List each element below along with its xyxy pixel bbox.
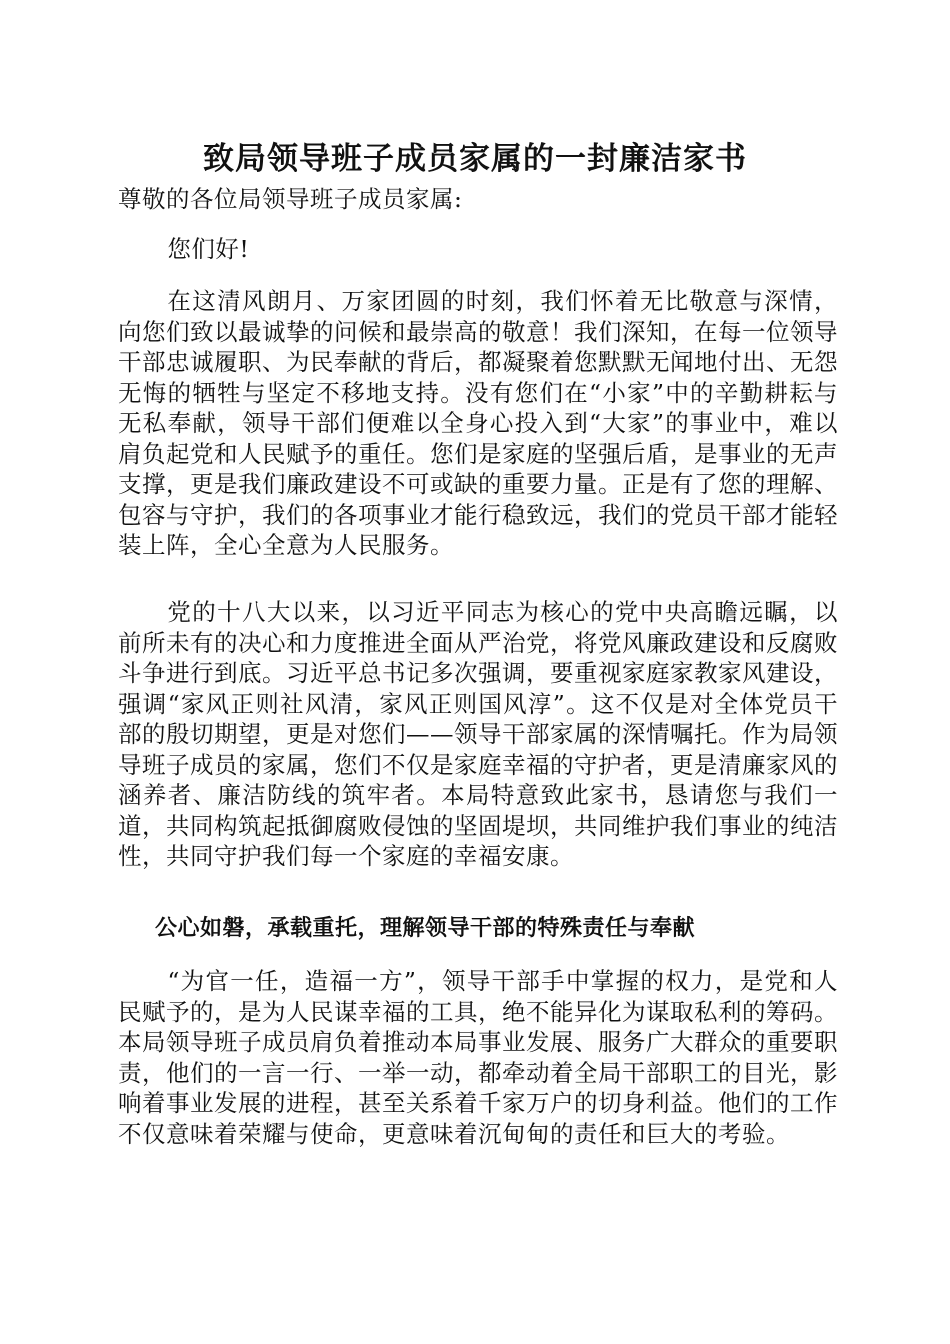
body-paragraph: 党的十八大以来，以习近平同志为核心的党中央高瞻远瞩，以前所未有的决心和力度推进全面从严治党，将党风廉政建设和反腐败斗争进行到底。习近平总书记多次强调，要重视家庭家教家风建设，强调“家风正则社风清，家风正则国风淳”。这不仅是对全体党员干部的殷切期望，更是对您们——领导干部家属的深情嘱托。作为局领导班子成员的家属，您们不仅是家庭幸福的守护者，更是清廉家风的涵养者、廉洁防线的筑牢者。本局特意致此家书，恳请您与我们一道，共同构筑起抵御腐败侵蚀的坚固堤坝，共同维护我们事业的纯洁性，共同守护我们每一个家庭的幸福安康。 <box>118 598 838 870</box>
greeting: 您们好! <box>167 235 250 263</box>
section-heading: 公心如磐，承载重托，理解领导干部的特殊责任与奉献 <box>155 916 696 941</box>
document-title: 致局领导班子成员家属的一封廉洁家书 <box>203 140 747 177</box>
salutation: 尊敬的各位局领导班子成员家属: <box>118 185 463 213</box>
body-paragraph: “为官一任，造福一方”，领导干部手中掌握的权力，是党和人民赋予的，是为人民谋幸福的工具，绝不能异化为谋取私利的筹码。本局领导班子成员肩负着推动本局事业发展、服务广大群众的重要职责，他们的一言一行、一举一动，都牵动着全局干部职工的目光，影响着事业发展的进程，甚至关系着千家万户的切身利益。他们的工作不仅意味着荣耀与使命，更意味着沉甸甸的责任和巨大的考验。 <box>118 967 838 1148</box>
body-paragraph: 在这清风朗月、万家团圆的时刻，我们怀着无比敬意与深情，向您们致以最诚挚的问候和最崇高的敬意！我们深知，在每一位领导干部忠诚履职、为民奉献的背后，都凝聚着您默默无闻地付出、无怨无悔的牺牲与坚定不移地支持。没有您们在“小家”中的辛勤耕耘与无私奉献，领导干部们便难以全身心投入到“大家”的事业中，难以肩负起党和人民赋予的重任。您们是家庭的坚强后盾，是事业的无声支撑，更是我们廉政建设不可或缺的重要力量。正是有了您的理解、包容与守护，我们的各项事业才能行稳致远，我们的党员干部才能轻装上阵，全心全意为人民服务。 <box>118 287 838 559</box>
